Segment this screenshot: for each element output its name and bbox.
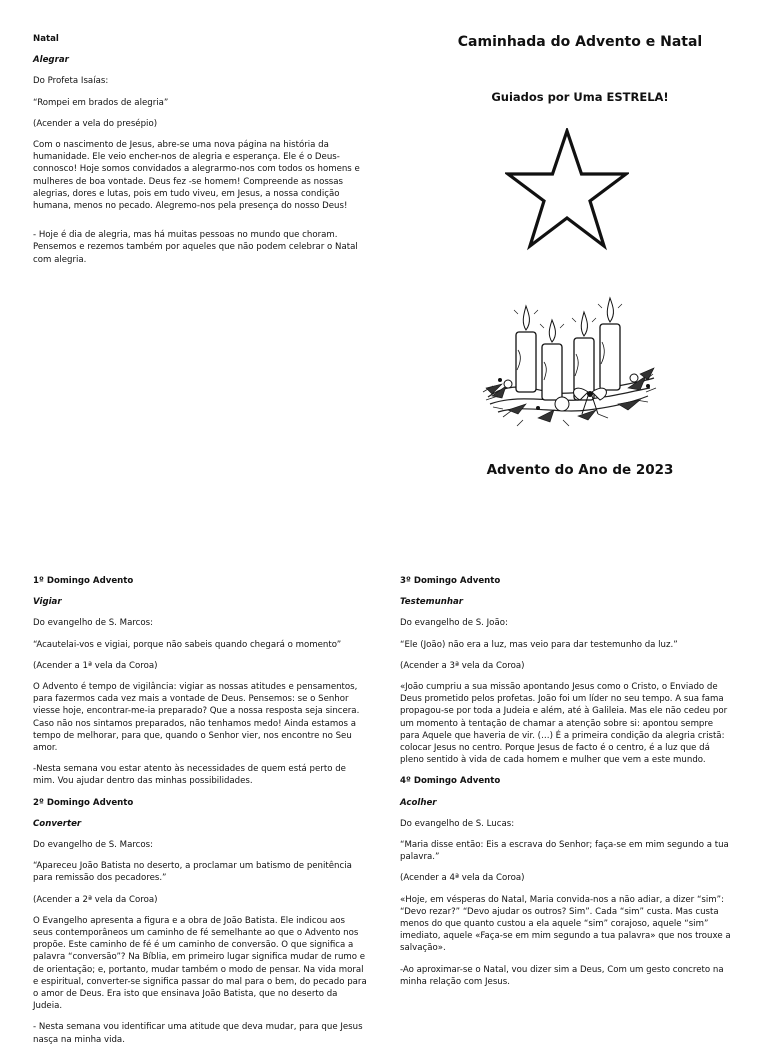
- reading-source: Do evangelho de S. Lucas:: [400, 818, 515, 829]
- left-column: [33, 575, 367, 1055]
- candle-instruction: (Acender a 4ª vela da Coroa): [400, 873, 525, 884]
- cover-title: Caminhada do Advento e Natal: [457, 34, 703, 50]
- advent-wreath-illustration: [478, 292, 658, 428]
- commitment-text: -Nesta semana vou estar atento às necessidades de quem está perto de mim. Vou ajudar dentro das minhas possibilidades.: [33, 764, 346, 787]
- natal-section: [33, 33, 367, 275]
- section-heading: Natal: [33, 34, 59, 44]
- section-theme: Alegrar: [33, 55, 69, 66]
- section-theme: Acolher: [400, 797, 437, 808]
- reading-quote: “Acautelai-vos e vigiai, porque não sabeis quando chegará o momento”: [33, 639, 342, 650]
- reading-source: Do Profeta Isaías:: [33, 76, 109, 87]
- section-theme: Converter: [33, 818, 82, 829]
- section-heading: 2º Domingo Advento: [33, 797, 134, 808]
- reflection-text: «João cumpriu a sua missão apontando Jesus como o Cristo, o Enviado de Deus prometido pelos profetas. João foi um líder no seu tempo. A sua fama propagou-se por toda a Judeia e além, até à Galileia. Mas ele não cedeu por um momento à tentação de chamar a atenção sobre si: apontou sempre para Aquele que haveria de vir. (…) É a primeira condição da alegria cristã: colocar Jesus no centro. Porque Jesus de facto é o centro, é a luz que dá pleno sentido à vida de cada homem e mulher que vem a este mundo.: [400, 682, 728, 766]
- section-theme: Testemunhar: [400, 597, 463, 608]
- candle-instruction: (Acender a vela do presépio): [33, 118, 158, 129]
- sunday-1-section: [33, 575, 367, 788]
- candle-instruction: (Acender a 3ª vela da Coroa): [400, 660, 525, 671]
- right-column: [400, 575, 732, 997]
- section-theme: Vigiar: [33, 597, 62, 608]
- commitment-text: - Hoje é dia de alegria, mas há muitas pessoas no mundo que choram. Pensemos e rezemos também por aqueles que não podem celebrar o Natal com alegria.: [33, 230, 358, 265]
- sunday-3-section: [400, 575, 732, 766]
- reading-quote: “Rompei em brados de alegria”: [33, 97, 169, 108]
- reading-source: Do evangelho de S. Marcos:: [33, 618, 154, 629]
- section-heading: 4º Domingo Advento: [400, 776, 501, 787]
- candle-instruction: (Acender a 1ª vela da Coroa): [33, 660, 158, 671]
- reading-quote: “Ele (João) não era a luz, mas veio para dar testemunho da luz.”: [400, 639, 678, 650]
- sunday-2-section: [33, 797, 367, 1046]
- candle-instruction: (Acender a 2ª vela da Coroa): [33, 894, 158, 905]
- cover-subtitle: Guiados por Uma ESTRELA!: [491, 90, 669, 104]
- reading-quote: “Apareceu João Batista no deserto, a proclamar um batismo de penitência para remissão dos pecadores.”: [33, 861, 352, 884]
- reflection-text: Com o nascimento de Jesus, abre-se uma nova página na história da humanidade. Ele veio encher-nos de alegria e esperança. Ele é o Deus-connosco! Hoje somos convidados a alegrarmo-nos com todos os homens e mulheres de boa vontade. Deus fez -se homem! Compreende as nossas alegrias, dores e lutas, pois em tudo viveu, em Jesus, a nossa condição humana, menos no pecado. Alegremo-nos pela presença do nosso Deus!: [33, 140, 360, 212]
- reflection-text: «Hoje, em vésperas do Natal, Maria convida-nos a não adiar, a dizer “sim”: “Devo rezar?” “Devo ajudar os outros? Sim”. Cada “sim” custa. Mas custa menos do que quanto custou a ela aquele “sim” corajoso, aquele “sim” imediato, aquele «Faça-se em mim segundo a tua palavra» que nos trouxe a salvação».: [400, 894, 731, 954]
- reflection-text: O Advento é tempo de vigilância: vigiar as nossas atitudes e pensamentos, para fazermos cada vez mais a vontade de Deus. Pensemos: se o Senhor viesse hoje, encontrar-me-ia preparado? Que a nossa resposta seja sincera. Caso não nos sintamos preparados, não tenhamos medo! Ainda estamos a tempo de melhorar, para que, quando o Senhor vier, nos encontre no Seu amor.: [33, 682, 360, 754]
- cover-year: Advento do Ano de 2023: [486, 462, 674, 478]
- reading-source: Do evangelho de S. Marcos:: [33, 840, 154, 851]
- commitment-text: -Ao aproximar-se o Natal, vou dizer sim a Deus, Com um gesto concreto na minha relação com Jesus.: [400, 964, 724, 987]
- reflection-text: O Evangelho apresenta a figura e a obra de João Batista. Ele indicou aos seus contemporâneos um caminho de fé semelhante ao que o Advento nos propõe. Este caminho de fé é um caminho de conversão. O que significa a palavra “conversão”? Na Bíblia, em primeiro lugar significa mudar de rumo e de orientação; e, portanto, mudar também o modo de pensar. Na vida moral e espiritual, converter-se significa passar do mal para o bem, do pecado para o amor de Deus. Era isto que ensinava João Batista, que no deserto da Judeia.: [33, 915, 367, 1012]
- outline-star-icon: [505, 128, 629, 252]
- section-heading: 1º Domingo Advento: [33, 576, 134, 586]
- sunday-4-section: [400, 775, 732, 988]
- reading-source: Do evangelho de S. João:: [400, 618, 508, 629]
- reading-quote: “Maria disse então: Eis a escrava do Senhor; faça-se em mim segundo a tua palavra.”: [400, 840, 729, 863]
- commitment-text: - Nesta semana vou identificar uma atitude que deva mudar, para que Jesus nasça na minha vida.: [33, 1022, 363, 1045]
- section-heading: 3º Domingo Advento: [400, 576, 501, 586]
